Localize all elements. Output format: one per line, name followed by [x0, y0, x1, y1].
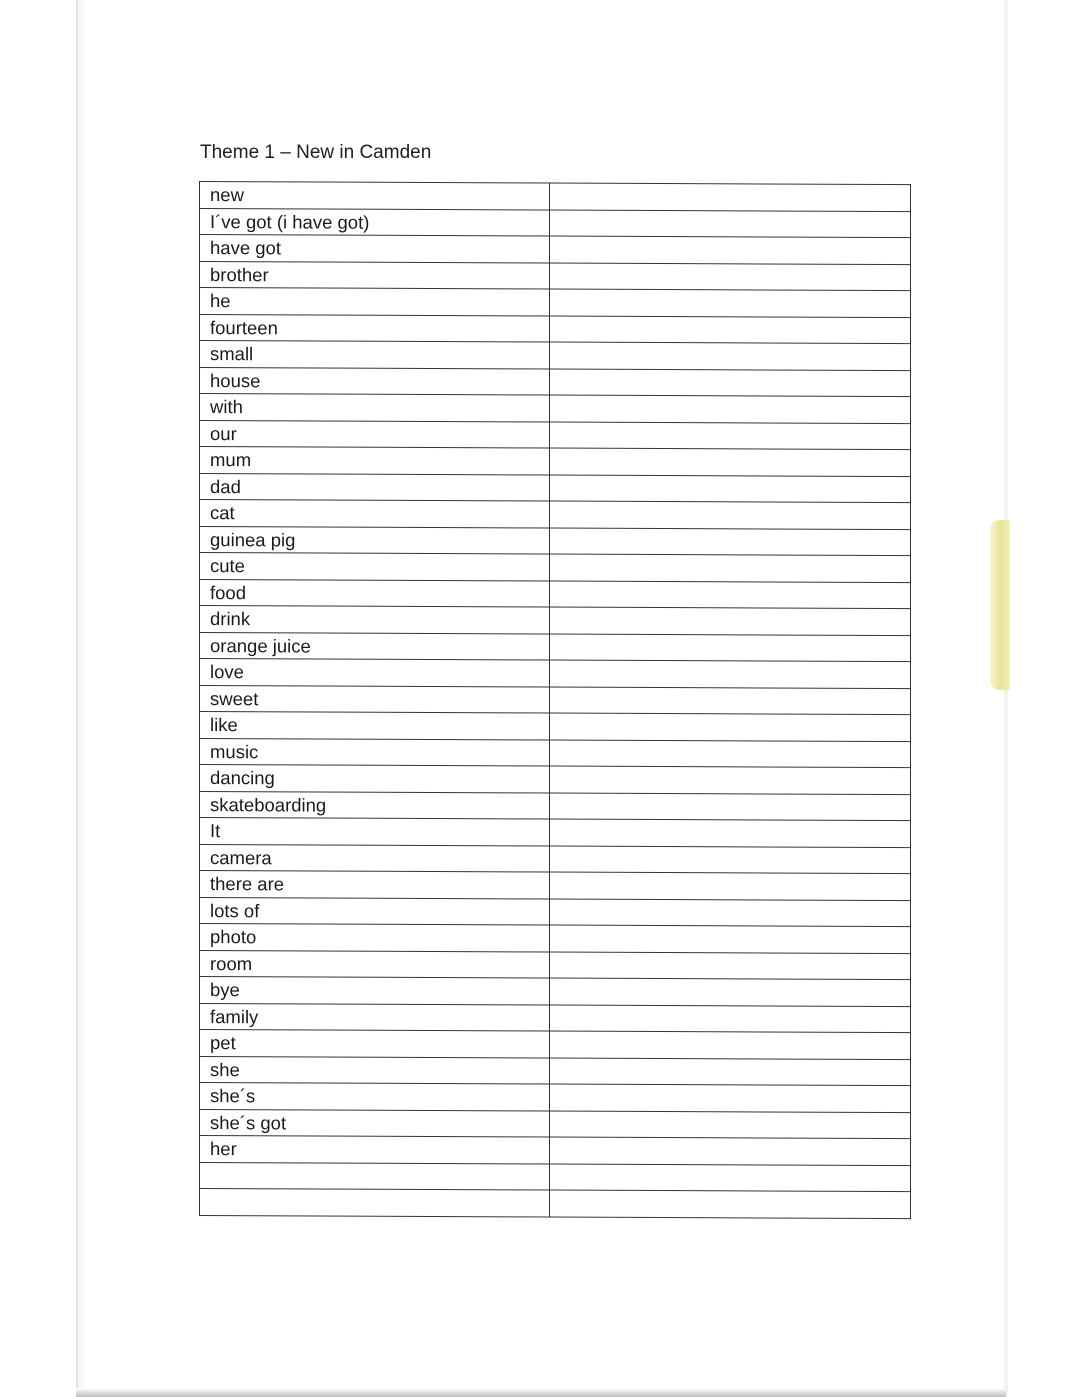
translation-cell	[550, 236, 911, 264]
english-word-cell: small	[200, 341, 550, 369]
english-word-cell: dancing	[200, 765, 550, 793]
table-row	[200, 977, 911, 1007]
english-word-cell: house	[200, 367, 550, 395]
table-row	[200, 288, 911, 318]
translation-cell	[550, 395, 911, 423]
translation-cell	[550, 422, 911, 450]
table-row	[200, 235, 911, 265]
table-row	[200, 818, 911, 848]
english-word-cell: I´ve got (i have got)	[200, 208, 550, 236]
translation-cell	[550, 713, 911, 741]
translation-cell	[550, 634, 911, 662]
table-row	[200, 553, 911, 583]
translation-cell	[550, 342, 911, 370]
vocabulary-table	[199, 181, 911, 1219]
table-row	[200, 261, 911, 291]
translation-cell	[550, 1111, 911, 1139]
table-row	[200, 1056, 911, 1086]
english-word-cell: skateboarding	[200, 791, 550, 819]
english-word-cell: mum	[200, 447, 550, 475]
vocabulary-table-body	[200, 182, 911, 1219]
english-word-cell: bye	[200, 977, 550, 1005]
english-word-cell: lots of	[200, 897, 550, 925]
english-word-cell: she	[200, 1056, 550, 1084]
english-word-cell: new	[200, 182, 550, 210]
table-row	[200, 738, 911, 768]
english-word-cell: brother	[200, 261, 550, 289]
table-row	[200, 473, 911, 503]
translation-cell	[550, 369, 911, 397]
translation-cell	[550, 819, 911, 847]
table-row	[200, 1003, 911, 1033]
table-row	[200, 579, 911, 609]
table-row	[200, 447, 911, 477]
translation-cell	[550, 581, 911, 609]
english-word-cell: room	[200, 950, 550, 978]
english-word-cell: food	[200, 579, 550, 607]
english-word-cell	[200, 1162, 550, 1190]
translation-cell	[550, 607, 911, 635]
table-row	[200, 632, 911, 662]
translation-cell	[550, 1190, 911, 1218]
table-row	[200, 897, 911, 927]
table-row	[200, 712, 911, 742]
english-word-cell: camera	[200, 844, 550, 872]
translation-cell	[550, 1084, 911, 1112]
table-row	[200, 791, 911, 821]
translation-cell	[550, 501, 911, 529]
translation-cell	[550, 740, 911, 768]
translation-cell	[550, 475, 911, 503]
english-word-cell: love	[200, 659, 550, 687]
english-word-cell: music	[200, 738, 550, 766]
translation-cell	[550, 766, 911, 794]
english-word-cell: her	[200, 1136, 550, 1164]
english-word-cell: she´s got	[200, 1109, 550, 1137]
table-row	[200, 1162, 911, 1192]
table-row	[200, 420, 911, 450]
table-row	[200, 765, 911, 795]
table-row	[200, 659, 911, 689]
translation-cell	[550, 554, 911, 582]
english-word-cell: orange juice	[200, 632, 550, 660]
translation-cell	[550, 1005, 911, 1033]
translation-cell	[550, 183, 911, 211]
english-word-cell: dad	[200, 473, 550, 501]
table-row	[200, 1136, 911, 1166]
english-word-cell: cute	[200, 553, 550, 581]
table-row	[200, 1109, 911, 1139]
translation-cell	[550, 528, 911, 556]
translation-cell	[550, 263, 911, 291]
translation-cell	[550, 899, 911, 927]
english-word-cell: pet	[200, 1030, 550, 1058]
table-row	[200, 314, 911, 344]
english-word-cell: he	[200, 288, 550, 316]
translation-cell	[550, 1164, 911, 1192]
table-row	[200, 394, 911, 424]
translation-cell	[550, 846, 911, 874]
translation-cell	[550, 1031, 911, 1059]
paper-edge	[1004, 0, 1008, 1397]
english-word-cell: photo	[200, 924, 550, 952]
translation-cell	[550, 978, 911, 1006]
table-row	[200, 526, 911, 556]
english-word-cell: cat	[200, 500, 550, 528]
table-row	[200, 208, 911, 238]
translation-cell	[550, 687, 911, 715]
table-row	[200, 341, 911, 371]
english-word-cell: It	[200, 818, 550, 846]
english-word-cell: our	[200, 420, 550, 448]
translation-cell	[550, 289, 911, 317]
translation-cell	[550, 1058, 911, 1086]
english-word-cell: have got	[200, 235, 550, 263]
english-word-cell: with	[200, 394, 550, 422]
table-row	[200, 924, 911, 954]
translation-cell	[550, 872, 911, 900]
binder-clip	[990, 520, 1010, 690]
table-row	[200, 500, 911, 530]
translation-cell	[550, 660, 911, 688]
table-row	[200, 844, 911, 874]
translation-cell	[550, 925, 911, 953]
page-title: Theme 1 – New in Camden	[200, 142, 432, 163]
table-row	[200, 871, 911, 901]
translation-cell	[550, 1137, 911, 1165]
table-row	[200, 685, 911, 715]
english-word-cell: family	[200, 1003, 550, 1031]
translation-cell	[550, 952, 911, 980]
english-word-cell: drink	[200, 606, 550, 634]
table-row	[200, 950, 911, 980]
english-word-cell: sweet	[200, 685, 550, 713]
translation-cell	[550, 316, 911, 344]
table-row	[200, 182, 911, 212]
translation-cell	[550, 210, 911, 238]
table-row	[200, 606, 911, 636]
english-word-cell	[200, 1189, 550, 1217]
english-word-cell: there are	[200, 871, 550, 899]
english-word-cell: fourteen	[200, 314, 550, 342]
english-word-cell: like	[200, 712, 550, 740]
paper-shadow	[76, 1388, 1006, 1397]
table-row	[200, 1030, 911, 1060]
english-word-cell: she´s	[200, 1083, 550, 1111]
translation-cell	[550, 448, 911, 476]
english-word-cell: guinea pig	[200, 526, 550, 554]
table-row	[200, 1083, 911, 1113]
table-row	[200, 367, 911, 397]
translation-cell	[550, 793, 911, 821]
table-row	[200, 1189, 911, 1219]
